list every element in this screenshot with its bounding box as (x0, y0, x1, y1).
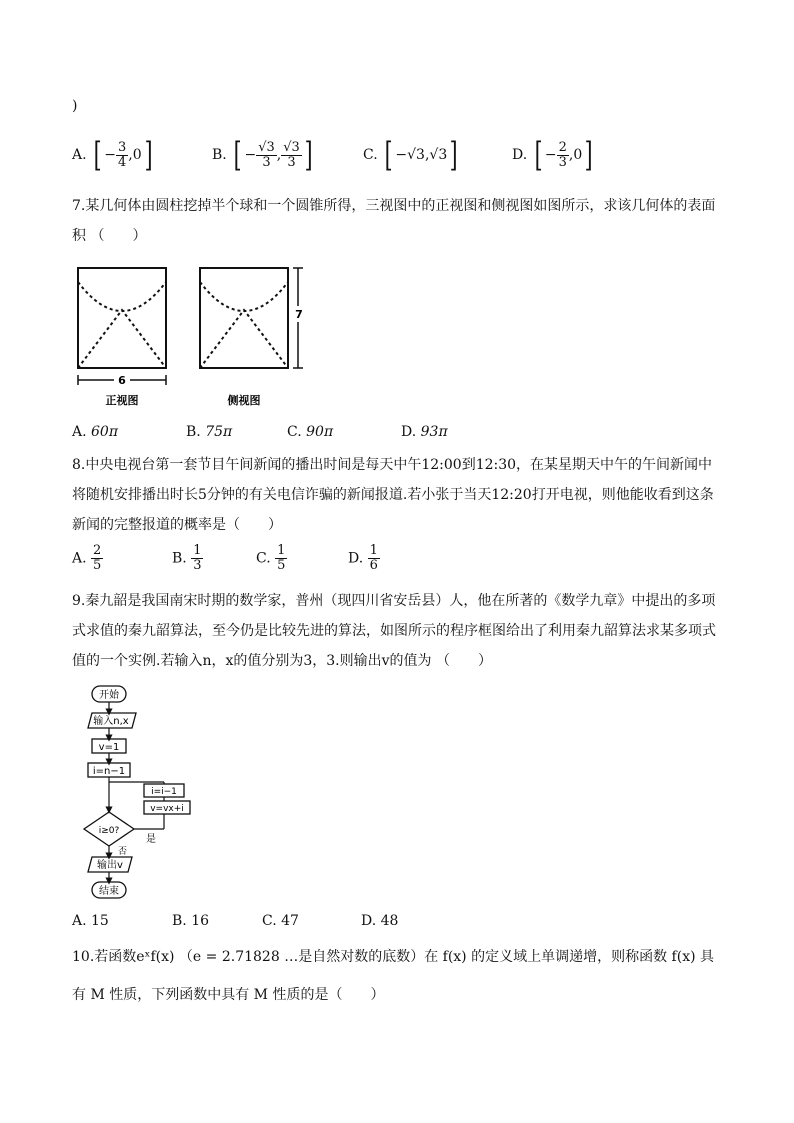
q10-text-line2: 有 M 性质，下列函数中具有 M 性质的是（ ） (72, 987, 385, 1003)
option-label: C. (363, 147, 378, 163)
flow-update-v-label: v=vx+i (150, 804, 184, 814)
q9-text-line2: 式求值的秦九韶算法，至今仍是比较先进的算法，如图所示的程序框图给出了利用秦九韶算法求某多项式 (72, 623, 716, 639)
fraction-numerator: 1 (277, 543, 286, 558)
option-value: 47 (281, 913, 299, 929)
option-label: B. (212, 147, 227, 163)
option-value: 16 (191, 913, 210, 929)
q9-option-a[interactable] (72, 913, 109, 929)
fraction-numerator: 1 (369, 543, 378, 558)
option-value: 15 (91, 913, 109, 929)
flow-yes-label: 是 (146, 834, 156, 845)
q7-three-views-figure (70, 262, 320, 410)
option-label: D. (401, 424, 417, 440)
q6-option-b[interactable]: B. [ − $\frac{√3}{3}$ , $\frac{√3}{3}$ ] (212, 135, 313, 175)
front-view (78, 268, 166, 407)
q7-text-line2: 积 （ ） (72, 228, 147, 244)
q7-option-c[interactable] (287, 424, 333, 440)
flow-start-label: 开始 (99, 690, 119, 701)
option-label: C. (262, 913, 277, 929)
q9-option-c[interactable] (262, 913, 299, 929)
side-view (200, 268, 306, 407)
option-label: A. (72, 147, 87, 163)
flow-dec-i-label: i=i−1 (151, 787, 177, 797)
flow-output-label: 输出v (97, 860, 123, 871)
option-label: C. (256, 550, 271, 567)
option-value: 60π (91, 424, 119, 440)
width-label: 6 (118, 374, 126, 387)
q6-option-d[interactable]: D. [ − $\frac{2}{3}$ ,0] (512, 135, 593, 175)
fraction-denominator: 5 (277, 558, 286, 573)
fraction-denominator: 5 (93, 558, 102, 573)
option-label: D. (348, 550, 364, 567)
flow-condition-label: i≥0? (98, 826, 120, 836)
flow-input-label: 输入n,x (93, 716, 129, 727)
fraction-numerator: 1 (193, 543, 202, 558)
fraction-denominator: 3 (193, 558, 202, 573)
q8-text-line1: 8.中央电视台第一套节目午间新闻的播出时间是每天中午12:00到12:30，在某星期天中午的午间新闻中 (72, 457, 713, 473)
height-label: 7 (295, 308, 303, 321)
q9-text-line3: 值的一个实例.若输入n，x的值分别为3，3.则输出v的值为 （ ） (72, 653, 492, 669)
flow-init-i-label: i=n−1 (92, 766, 126, 777)
option-label: A. (72, 424, 87, 440)
option-label: D. (361, 913, 377, 929)
fraction-denominator: 6 (369, 558, 378, 573)
flow-end-label: 结束 (99, 886, 119, 897)
flow-init-v-label: v=1 (98, 742, 120, 753)
q8-option-c[interactable] (256, 544, 287, 573)
side-view-caption: 侧视图 (227, 394, 261, 407)
option-value: 48 (380, 913, 399, 929)
q7-option-b[interactable] (186, 424, 232, 440)
q7-text-line1: 7.某几何体由圆柱挖掉半个球和一个圆锥所得，三视图中的正视图和侧视图如图所示，求该几何体的表面 (72, 198, 716, 214)
front-view-caption: 正视图 (105, 394, 139, 407)
q8-text-line3: 新闻的完整报道的概率是（ ） (72, 517, 282, 533)
q9-option-d[interactable] (361, 913, 398, 929)
option-label: A. (72, 550, 87, 567)
option-value: 93π (420, 424, 448, 440)
option-label: C. (287, 424, 302, 440)
q10-text-line1: 10.若函数eˣf(x) （e = 2.71828 …是自然对数的底数）在 f(x) 的定义域上单调递增，则称函数 f(x) 具 (72, 949, 714, 965)
fraction-numerator: 2 (93, 543, 102, 558)
q9-flowchart (78, 682, 198, 904)
option-label: B. (186, 424, 201, 440)
q8-option-a[interactable] (72, 544, 103, 573)
continued-paren: ) (72, 98, 78, 114)
option-value: 75π (205, 424, 233, 440)
q7-option-a[interactable] (72, 424, 118, 440)
option-label: B. (172, 913, 187, 929)
q8-option-d[interactable] (348, 544, 380, 573)
q9-text-line1: 9.秦九韶是我国南宋时期的数学家，普州（现四川省安岳县）人，他在所著的《数学九章》中提出的多项 (72, 593, 716, 609)
option-value: 90π (306, 424, 334, 440)
option-label: B. (172, 550, 187, 567)
q8-text-line2: 将随机安排播出时长5分钟的有关电信诈骗的新闻报道.若小张于当天12:20打开电视，则他能收看到这条 (72, 487, 714, 503)
flow-no-label: 否 (118, 847, 128, 857)
option-label: A. (72, 913, 87, 929)
option-label: D. (512, 147, 528, 163)
q9-option-b[interactable] (172, 913, 209, 929)
q6-option-a[interactable]: A. [ − $\frac{3}{4}$ ,0] (72, 135, 153, 175)
q8-option-b[interactable] (172, 544, 203, 573)
q6-option-c[interactable]: C. [ −√3,√3] (363, 135, 458, 175)
q7-option-d[interactable] (401, 424, 448, 440)
